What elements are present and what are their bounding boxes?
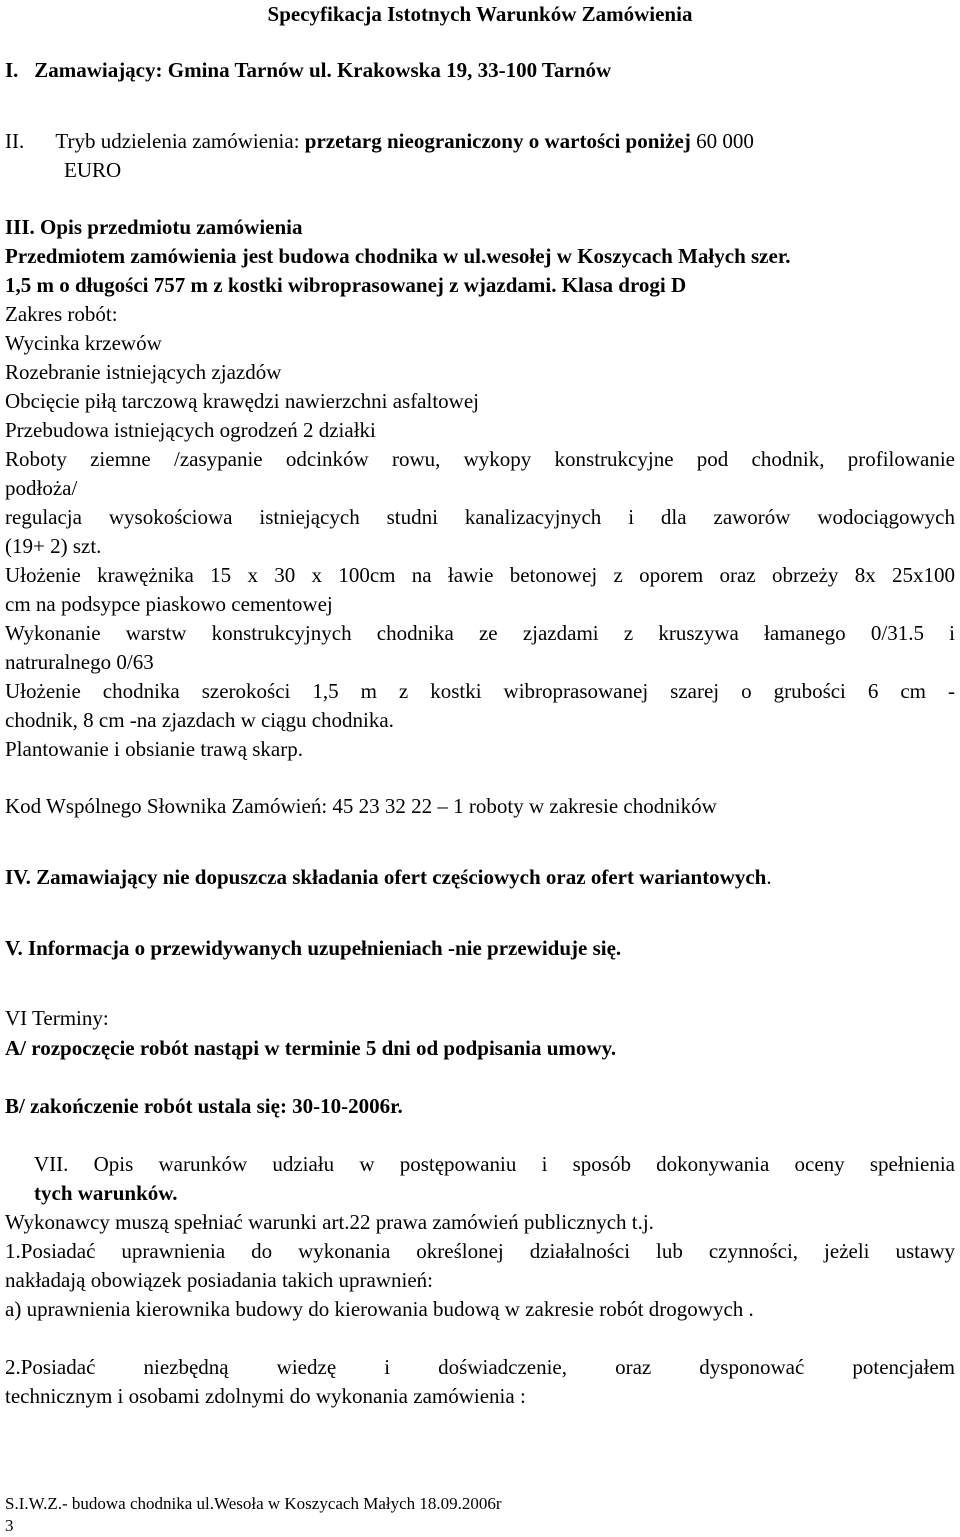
section-2-amount: 60 000: [696, 129, 754, 153]
paragraph-line: nakładają obowiązek posiadania takich uprawnień:: [5, 1268, 433, 1292]
scope-paragraph-regulation: [5, 503, 955, 561]
scope-paragraph-curbs: [5, 561, 955, 619]
section-1-label: Zamawiający:: [34, 58, 163, 82]
scope-paragraph-layers: [5, 619, 955, 677]
paragraph-line: 1.Posiadać uprawnienia do wykonania określonej działalności lub czynności, jeżeli ustawy: [5, 1239, 955, 1263]
paragraph-line: cm na podsypce piaskowo cementowej: [5, 592, 333, 616]
cpv-code: Kod Wspólnego Słownika Zamówień: 45 23 32 22 – 1 roboty w zakresie chodników: [5, 794, 717, 818]
section-3-heading: III. Opis przedmiotu zamówienia: [5, 215, 303, 239]
scope-item: Przebudowa istniejących ogrodzeń 2 działki: [5, 418, 376, 442]
scope-paragraph-earthworks: [5, 445, 955, 503]
section-2: [5, 127, 955, 156]
term-start: A/ rozpoczęcie robót nastąpi w terminie 5 dni od podpisania umowy.: [5, 1036, 617, 1060]
section-1: [5, 56, 955, 85]
paragraph-line: chodnik, 8 cm -na zjazdach w ciągu chodnika.: [5, 708, 394, 732]
scope-item: Obcięcie piłą tarczową krawędzi nawierzchni asfaltowej: [5, 389, 479, 413]
footer-text: S.I.W.Z.- budowa chodnika ul.Wesoła w Koszycach Małych 18.09.2006r: [5, 1494, 502, 1513]
section-5: V. Informacja o przewidywanych uzupełnieniach -nie przewiduje się.: [5, 936, 622, 960]
paragraph-line: (19+ 2) szt.: [5, 534, 102, 558]
section-7-heading: [34, 1150, 955, 1179]
paragraph-line: Wykonanie warstw konstrukcyjnych chodnika ze zjazdami z kruszywa łamanego 0/31.5 i: [5, 621, 955, 645]
paragraph-line: Ułożenie chodnika szerokości 1,5 m z kostki wibroprasowanej szarej o grubości 6 cm -: [5, 679, 955, 703]
section-4: [5, 863, 955, 892]
paragraph-line: Roboty ziemne /zasypanie odcinków rowu, wykopy konstrukcyjne pod chodnik, profilowanie: [5, 447, 955, 471]
section-4-dot: .: [766, 865, 772, 889]
section-2-number: II.: [5, 129, 25, 153]
document-title: Specyfikacja Istotnych Warunków Zamówienia: [267, 2, 693, 26]
term-end: B/ zakończenie robót ustala się: 30-10-2006r.: [5, 1094, 403, 1118]
section-7-heading-line: VII. Opis warunków udziału w postępowaniu i sposób dokonywania oceny spełnienia: [34, 1152, 955, 1176]
requirement-1: [5, 1237, 955, 1295]
section-4-number: IV.: [5, 865, 31, 889]
scope-paragraph-paving: [5, 677, 955, 735]
subject-line-1: Przedmiotem zamówienia jest budowa chodnika w ul.wesołej w Koszycach Małych szer.: [5, 244, 791, 268]
requirement-2: [5, 1353, 955, 1411]
scope-paragraph-planting: Plantowanie i obsianie trawą skarp.: [5, 737, 303, 761]
section-6-heading: VI Terminy:: [5, 1006, 109, 1030]
paragraph-line: technicznym i osobami zdolnymi do wykonania zamówienia :: [5, 1384, 526, 1408]
paragraph-line: podłoża/: [5, 476, 78, 500]
section-7-heading-line-2: tych warunków.: [34, 1181, 178, 1205]
section-1-number: I.: [5, 58, 19, 82]
page-number: 3: [5, 1516, 14, 1535]
paragraph-line: Ułożenie krawężnika 15 x 30 x 100cm na ławie betonowej z oporem oraz obrzeży 8x 25x100: [5, 563, 955, 587]
section-2-currency: EURO: [64, 158, 122, 182]
section-2-value: przetarg nieograniczony o wartości poniżej: [304, 129, 691, 153]
paragraph-line: regulacja wysokościowa istniejących studni kanalizacyjnych i dla zaworów wodociągowych: [5, 505, 955, 529]
scope-item: Rozebranie istniejących zjazdów: [5, 360, 282, 384]
requirements-intro: Wykonawcy muszą spełniać warunki art.22 prawa zamówień publicznych t.j.: [5, 1210, 654, 1234]
paragraph-line: 2.Posiadać niezbędną wiedzę i doświadczenie, oraz dysponować potencjałem: [5, 1355, 955, 1379]
section-2-label: Tryb udzielenia zamówienia:: [55, 129, 300, 153]
section-1-value: Gmina Tarnów ul. Krakowska 19, 33-100 Tarnów: [167, 58, 612, 82]
requirement-1a: a) uprawnienia kierownika budowy do kierowania budową w zakresie robót drogowych .: [5, 1297, 754, 1321]
section-4-text: Zamawiający nie dopuszcza składania ofert częściowych oraz ofert wariantowych: [36, 865, 767, 889]
scope-label: Zakres robót:: [5, 302, 118, 326]
subject-line-2: 1,5 m o długości 757 m z kostki wibroprasowanej z wjazdami. Klasa drogi D: [5, 273, 687, 297]
scope-item: Wycinka krzewów: [5, 331, 162, 355]
paragraph-line: natruralnego 0/63: [5, 650, 154, 674]
page-footer: [5, 1493, 502, 1537]
